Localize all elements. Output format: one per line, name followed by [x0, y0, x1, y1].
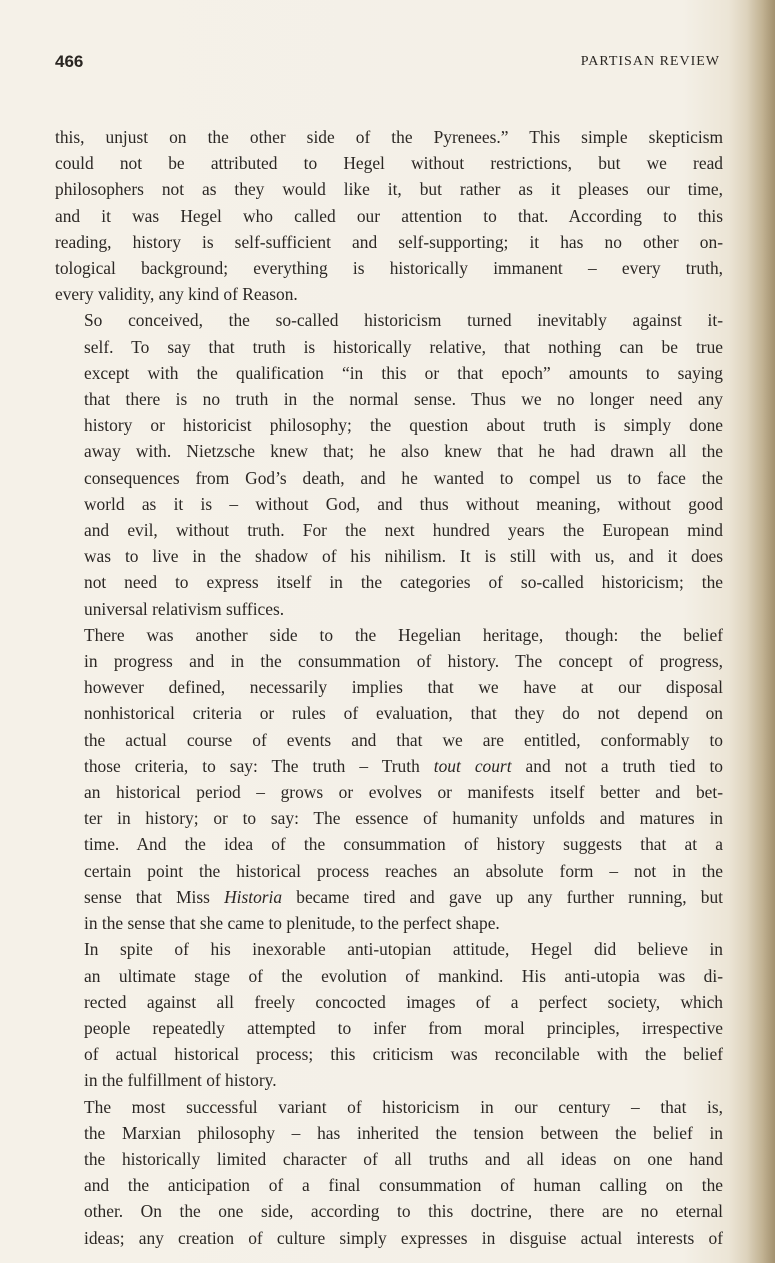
paragraph: [55, 307, 723, 621]
text-line: of actual historical process; this criticism was reconcilable with the belief: [84, 1044, 723, 1065]
text-line: reading, history is self-sufficient and self-supporting; it has no other on-: [55, 231, 723, 252]
text-line: The most successful variant of historicism in our century – that is,: [84, 1096, 723, 1117]
text-line: in progress and in the consummation of history. The concept of progress,: [84, 651, 723, 672]
text-line: In spite of his inexorable anti-utopian attitude, Hegel did believe in: [84, 939, 723, 960]
text-line: and the anticipation of a final consummation of human calling on the: [84, 1175, 723, 1196]
text-line: the Marxian philosophy – has inherited the tension between the belief in: [84, 1122, 723, 1143]
paragraph: [55, 124, 723, 307]
text-line: universal relativism suffices.: [84, 598, 285, 619]
text-line: could not be attributed to Hegel without restrictions, but we read: [55, 153, 723, 174]
italic-phrase: Historia: [224, 886, 283, 907]
text-line: world as it is – without God, and thus without meaning, without good: [84, 493, 723, 514]
paragraph: [55, 622, 723, 936]
text-line: people repeatedly attempted to infer from moral principles, irrespective: [84, 1017, 723, 1038]
paragraph: [55, 1094, 723, 1251]
text-line: philosophers not as they would like it, but rather as it pleases our time,: [55, 179, 723, 200]
text-line: consequences from God’s death, and he wanted to compel us to face the: [84, 467, 723, 488]
italic-phrase: tout court: [433, 755, 512, 776]
text-line: not need to express itself in the categories of so-called historicism; the: [84, 572, 723, 593]
page-edge-shadow: [747, 0, 775, 1263]
text-line: other. On the one side, according to this doctrine, there are no eternal: [84, 1201, 723, 1222]
page-number: 466: [55, 52, 84, 71]
text-line: ter in history; or to say: The essence of humanity unfolds and matures in: [84, 808, 723, 829]
running-head: PARTISAN REVIEW: [580, 54, 720, 69]
text-line: the historically limited character of all truths and all ideas on one hand: [84, 1148, 723, 1169]
text-line: There was another side to the Hegelian heritage, though: the belief: [84, 624, 723, 645]
paragraph: [55, 936, 723, 1093]
text-line: history or historicist philosophy; the question about truth is simply done: [84, 415, 723, 436]
text-line: those criteria, to say: The truth – Truth tout court and not a truth tied to: [84, 755, 723, 776]
text-line: tological background; everything is historically immanent – every truth,: [55, 258, 723, 279]
text-line: however defined, necessarily implies that we have at our disposal: [84, 677, 723, 698]
text-line: self. To say that truth is historically relative, that nothing can be true: [84, 336, 723, 357]
body-text: [55, 124, 723, 1251]
text-line: in the fulfillment of history.: [84, 1070, 277, 1091]
text-line: ideas; any creation of culture simply expresses in disguise actual interests of: [84, 1227, 723, 1248]
text-line: sense that Miss Historia became tired and gave up any further running, but: [84, 886, 723, 907]
text-line: So conceived, the so-called historicism turned inevitably against it-: [84, 310, 723, 331]
text-line: an ultimate stage of the evolution of mankind. His anti-utopia was di-: [84, 965, 723, 986]
text-line: this, unjust on the other side of the Pyrenees.” This simple skepticism: [55, 127, 723, 147]
text-line: nonhistorical criteria or rules of evaluation, that they do not depend on: [84, 703, 723, 724]
text-line: was to live in the shadow of his nihilism. It is still with us, and it does: [84, 546, 723, 567]
text-line: and it was Hegel who called our attention to that. According to this: [55, 205, 723, 226]
text-line: rected against all freely concocted images of a perfect society, which: [84, 991, 723, 1012]
page-header: [55, 52, 720, 74]
text-line: in the sense that she came to plenitude, to the perfect shape.: [84, 913, 500, 934]
text-line: the actual course of events and that we are entitled, conformably to: [84, 729, 723, 750]
text-line: certain point the historical process reaches an absolute form – not in the: [84, 860, 723, 881]
text-line: that there is no truth in the normal sense. Thus we no longer need any: [84, 389, 723, 410]
text-line: an historical period – grows or evolves or manifests itself better and bet-: [84, 782, 723, 803]
text-line: time. And the idea of the consummation of history suggests that at a: [84, 834, 723, 855]
text-line: and evil, without truth. For the next hundred years the European mind: [84, 520, 723, 541]
text-line: away with. Nietzsche knew that; he also knew that he had drawn all the: [84, 441, 723, 462]
text-line: every validity, any kind of Reason.: [55, 284, 298, 305]
text-line: except with the qualification “in this or that epoch” amounts to saying: [84, 362, 723, 383]
